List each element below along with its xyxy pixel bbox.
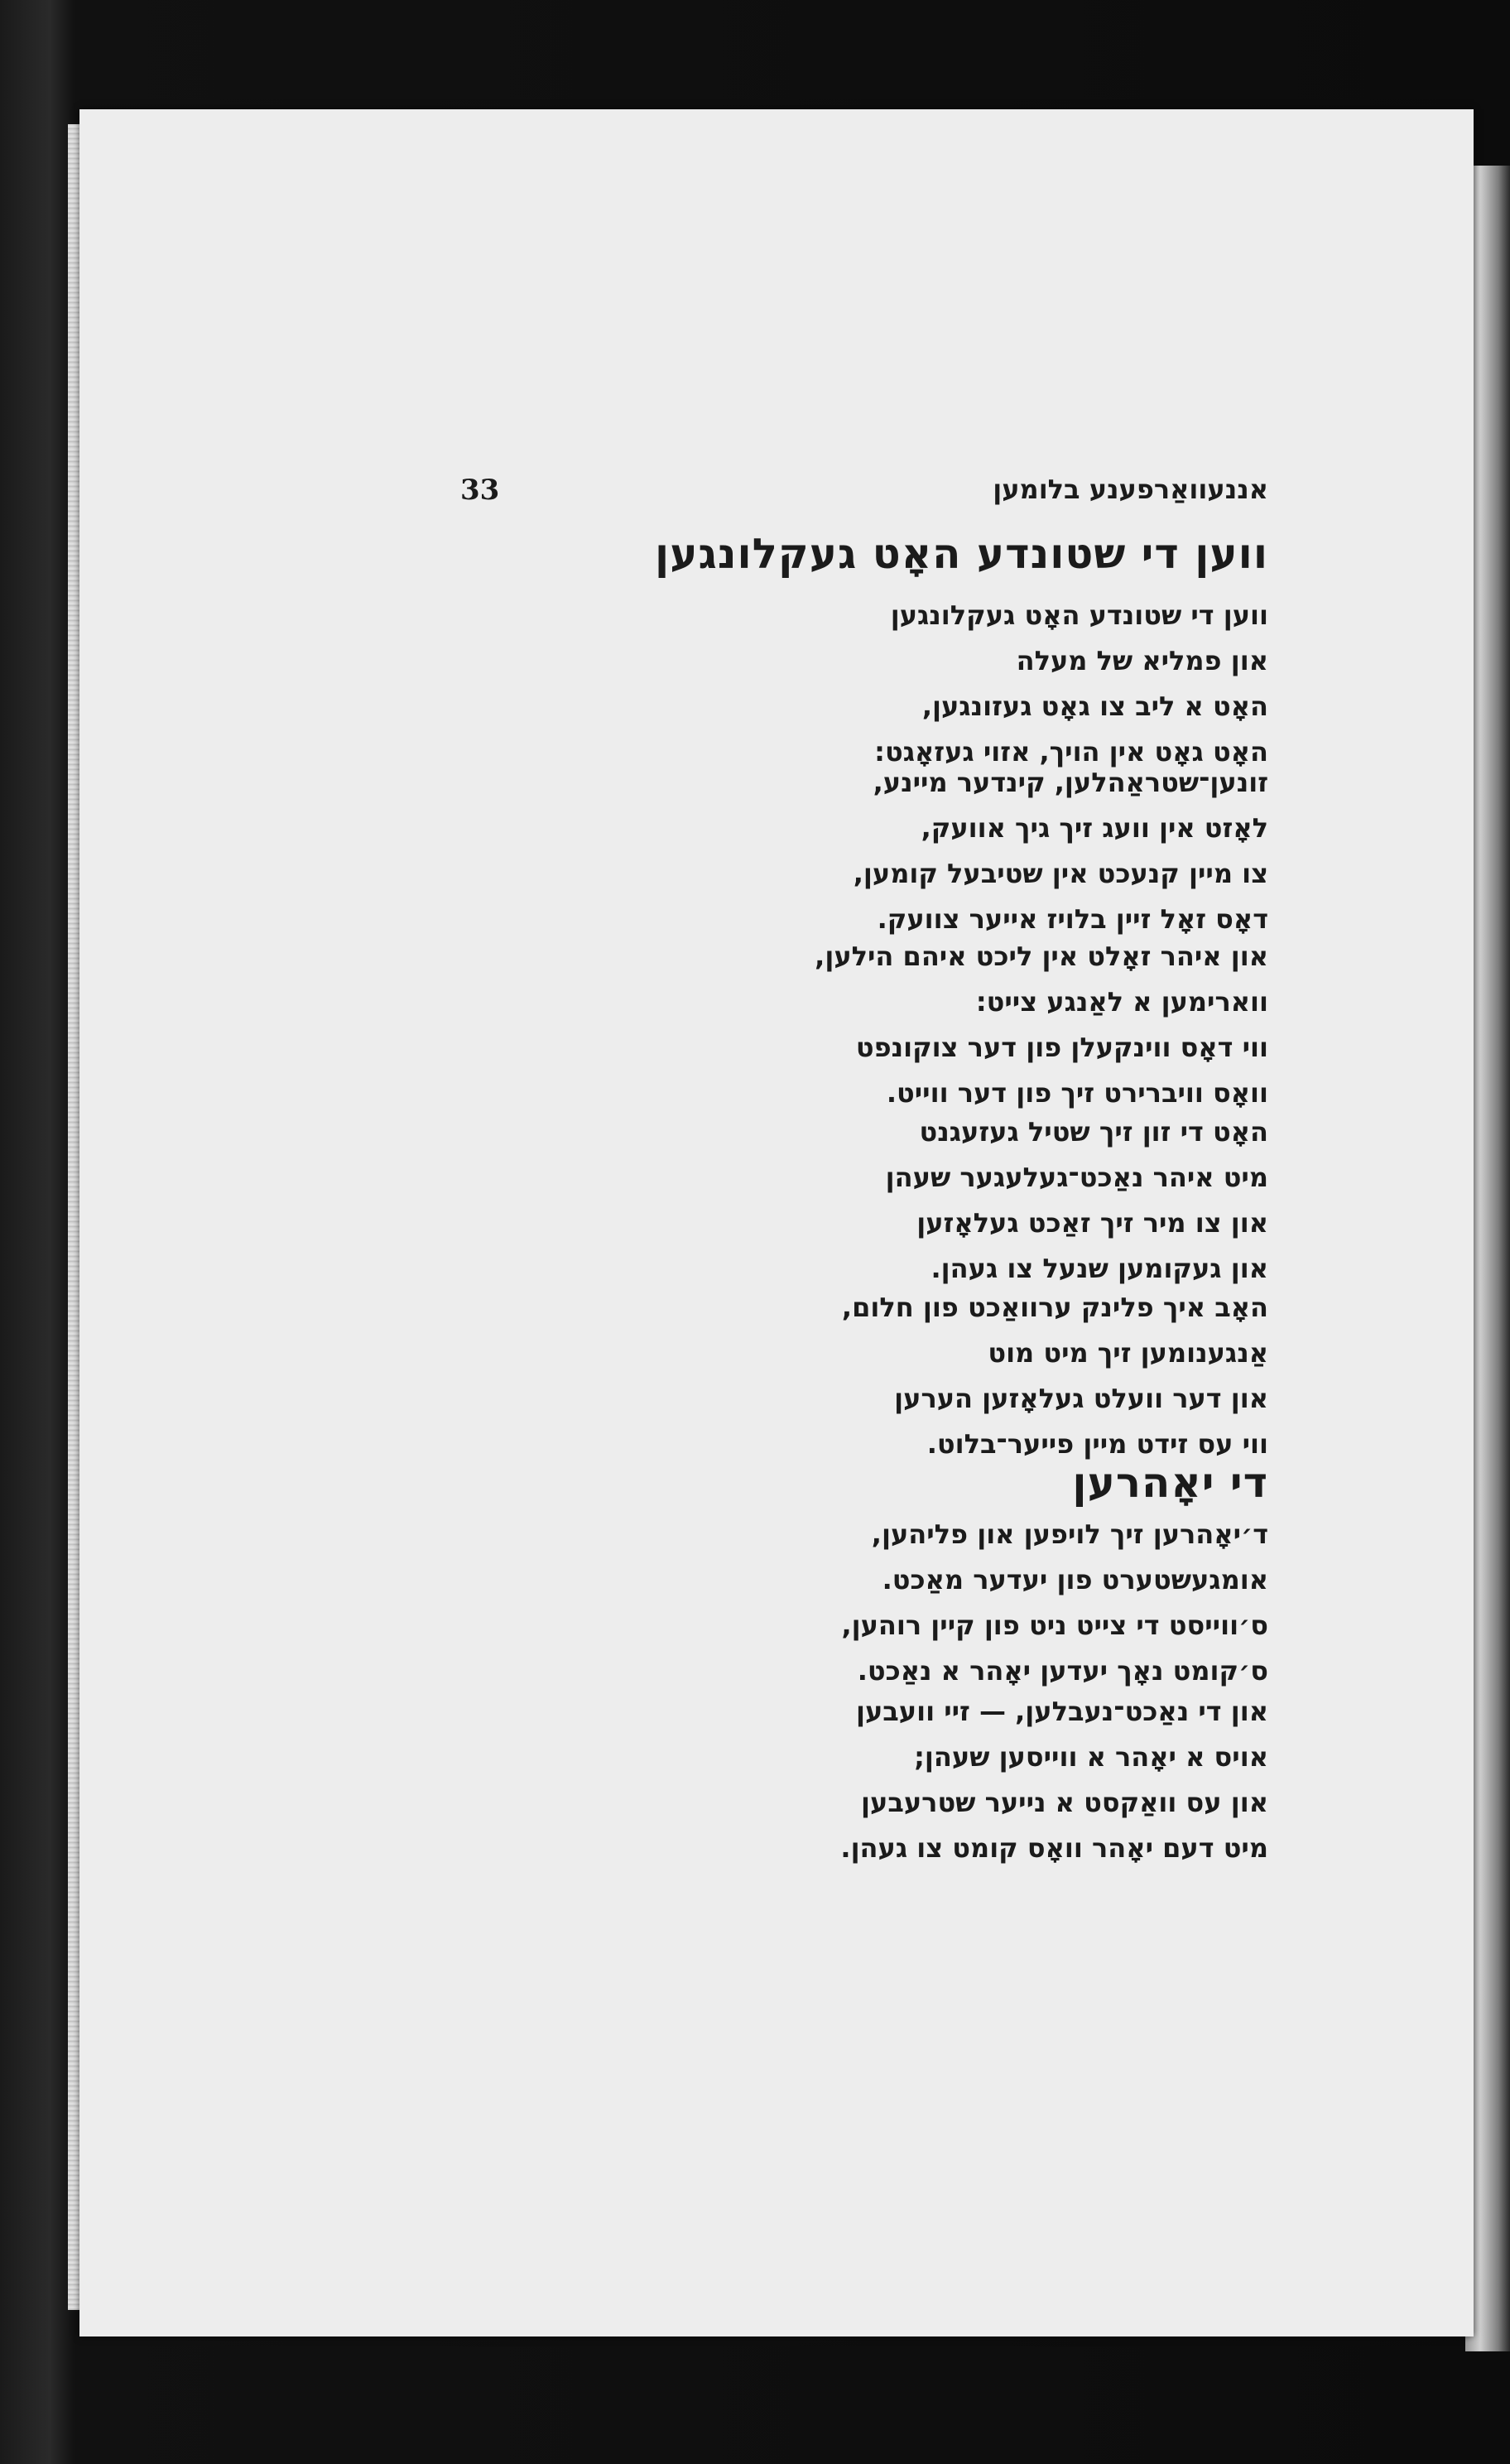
poem-line: און עס וואַקסט א נייער שטרעבען — [861, 1787, 1268, 1818]
poem-line: צו מיין קנעכט אין שטיבעל קומען, — [853, 858, 1268, 889]
poem-line: וואָס וויברירט זיך פון דער ווייט. — [886, 1077, 1268, 1109]
poem-line: ווען די שטונדע האָט געקלונגען — [890, 599, 1268, 631]
page-number: 33 — [460, 474, 500, 507]
poem-stanza — [886, 1109, 1268, 1292]
poem-line: און צו מיר זיך זאַכט געלאָזען — [916, 1207, 1268, 1239]
poem-stanza — [874, 593, 1268, 775]
poem-line: און דער וועלט געלאָזען הערען — [894, 1383, 1268, 1414]
poem-line: ווי דאָס ווינקעלן פון דער צוקונפט — [855, 1032, 1268, 1063]
poem-stanza — [840, 1689, 1268, 1871]
poem-line: און איהר זאָלט אין ליכט איהם הילען, — [815, 941, 1268, 972]
poem-line: האָט א ליב צו גאָט געזונגען, — [921, 691, 1268, 722]
poem-line: זונען־שטראַהלען, קינדער מיינע, — [873, 767, 1268, 798]
poem-line: ווי עס זידט מיין פייער־בלוט. — [926, 1428, 1268, 1460]
poem-line: מיט דעם יאָהר וואָס קומט צו געהן. — [840, 1832, 1268, 1864]
poem-stanza — [841, 1512, 1268, 1694]
poem-line: און די נאַכט־נעבלען, — זיי וועבען — [855, 1696, 1268, 1727]
poem-line: אומגעשטערט פון יעדער מאַכט. — [882, 1564, 1268, 1595]
poem-line: אויס א יאָהר א ווייסען שעהן; — [914, 1741, 1268, 1773]
poem-line: אַנגענומען זיך מיט מוט — [988, 1337, 1268, 1369]
poem-line: האָט גאָט אין הויך, אזוי געזאָגט: — [874, 736, 1268, 768]
poem-stanza — [842, 1285, 1268, 1467]
poem-line: האָב איך פלינק ערוואַכט פון חלום, — [841, 1292, 1268, 1323]
poem-line: לאָזט אין וועג זיך גיך אוועק, — [921, 812, 1268, 844]
poem-line: און פמליא של מעלה — [1016, 645, 1268, 676]
poem-line: ס׳קומט נאָך יעדען יאָהר א נאַכט. — [857, 1655, 1268, 1687]
poem-line: ד׳יאָהרען זיך לויפען און פליהען, — [871, 1518, 1268, 1550]
poem-title: ווען די שטונדע האָט געקלונגען — [655, 530, 1268, 578]
poem-line: האָט די זון זיך שטיל געזעגנט — [919, 1116, 1268, 1148]
poem-line: מיט איהר נאַכט־געלעגער שעהן — [885, 1162, 1268, 1193]
poem-line: און געקומען שנעל צו געהן. — [931, 1253, 1268, 1284]
poem-stanza — [815, 934, 1268, 1116]
poem-stanza — [854, 760, 1268, 942]
poem-line: דאָס זאָל זיין בלויז אייער צוועק. — [877, 903, 1268, 935]
poem-title: די יאָהרען — [1072, 1459, 1268, 1507]
running-head: אננעוואַרפענע בלומען — [993, 474, 1268, 505]
poem-line: ס׳ווייסט די צייט ניט פון קיין רוהען, — [841, 1610, 1268, 1641]
poem-line: ווארימען א לאַנגע צייט: — [975, 986, 1268, 1018]
